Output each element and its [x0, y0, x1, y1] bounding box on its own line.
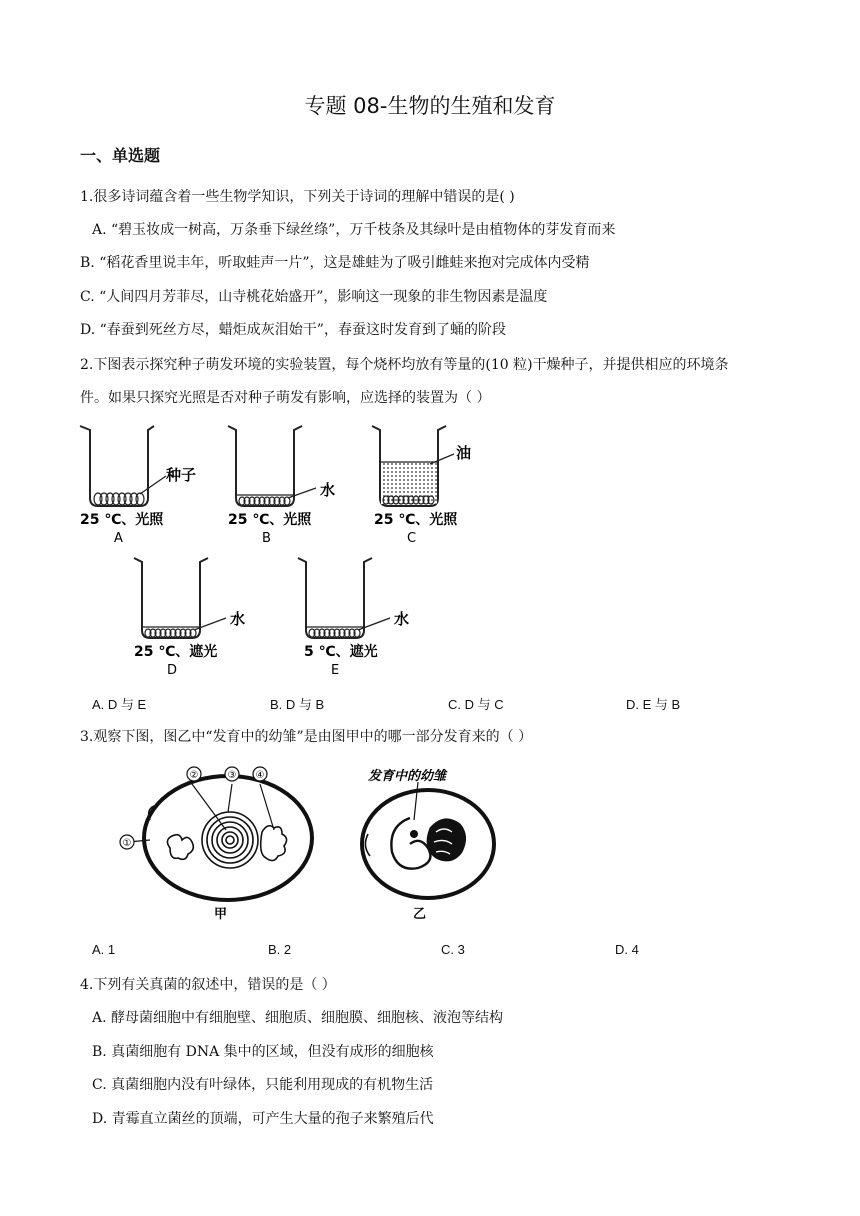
mark-2: ② [189, 770, 199, 781]
seeds-b [239, 497, 290, 505]
beaker-d [134, 558, 245, 678]
question-2-stem-line-2: 件。如果只探究光照是否对种子萌发有影响，应选择的装置为（ ） [80, 390, 491, 406]
beaker-d-note: 水 [230, 610, 246, 628]
beaker-e-label: E [331, 663, 340, 678]
section-heading: 一、单选题 [80, 146, 161, 165]
question-1-option-d: D. “春蚕到死丝方尽，蜡炬成灰泪始干”，春蚕这时发育到了蛹的阶段 [80, 322, 506, 338]
beaker-c [372, 426, 471, 546]
beaker-e [298, 558, 409, 678]
question-4-option-c: C. 真菌细胞内没有叶绿体，只能利用现成的有机物生活 [92, 1077, 434, 1093]
beaker-e-condition: 5 ℃、遮光 [304, 644, 378, 660]
egg-yi [362, 768, 494, 922]
beaker-a-note: 种子 [166, 466, 197, 484]
question-2-option-d: D. E 与 B [626, 697, 681, 712]
question-4-option-d: D. 青霉直立菌丝的顶端，可产生大量的孢子来繁殖后代 [92, 1111, 434, 1127]
question-3-option-c: C. 3 [441, 942, 465, 957]
mark-1: ① [122, 838, 132, 849]
question-3-option-a: A. 1 [92, 942, 116, 957]
question-1-stem: 1.很多诗词蕴含着一些生物学知识，下列关于诗词的理解中错误的是( ) [80, 189, 515, 205]
seeds-e [309, 629, 360, 637]
egg-structure-figure [110, 760, 510, 926]
beaker-b-condition: 25 ℃、光照 [228, 512, 312, 528]
yi-chick-label: 发育中的幼雏 [368, 769, 447, 784]
question-3-stem: 3.观察下图，图乙中“发育中的幼雏”是由图甲中的哪一部分发育来的（ ） [80, 729, 533, 745]
question-4-option-b: B. 真菌细胞有 DNA 集中的区域，但没有成形的细胞核 [92, 1044, 434, 1060]
seeds-a [94, 493, 144, 505]
beaker-e-note: 水 [394, 610, 410, 628]
beaker-a-label: A [114, 531, 123, 546]
beaker-a-condition: 25 ℃、光照 [80, 512, 164, 528]
page-title: 专题 08-生物的生殖和发育 [304, 94, 556, 118]
question-2-stem-line-1: 2.下图表示探究种子萌发环境的实验装置，每个烧杯均放有等量的(10 粒)干燥种子，并提供相应的环境条 [80, 357, 729, 373]
question-1-option-a: A. “碧玉妆成一树高，万条垂下绿丝绦”，万千枝条及其绿叶是由植物体的芽发育而来 [92, 222, 616, 238]
beaker-d-condition: 25 ℃、遮光 [134, 644, 218, 660]
beaker-experiment-figure [70, 418, 490, 680]
seeds-d [145, 629, 196, 637]
question-4-stem: 4.下列有关真菌的叙述中，错误的是（ ） [80, 977, 336, 993]
beaker-b [228, 426, 335, 546]
beaker-c-label: C [407, 531, 417, 546]
egg-jia-caption: 甲 [214, 907, 228, 922]
mark-4: ④ [255, 770, 265, 781]
question-3-option-b: B. 2 [268, 942, 292, 957]
question-2-option-b: B. D 与 B [270, 697, 325, 712]
beaker-d-label: D [167, 663, 178, 678]
egg-jia [120, 767, 312, 922]
question-4-option-a: A. 酵母菌细胞中有细胞壁、细胞质、细胞膜、细胞核、液泡等结构 [92, 1010, 504, 1026]
question-1-option-c: C. “人间四月芳菲尽，山寺桃花始盛开”，影响这一现象的非生物因素是温度 [80, 289, 548, 305]
mark-3: ③ [227, 770, 237, 781]
beaker-c-condition: 25 ℃、光照 [374, 512, 458, 528]
beaker-a [80, 426, 196, 546]
beaker-c-note: 油 [456, 444, 472, 462]
question-1-option-b: B. “稻花香里说丰年，听取蛙声一片”，这是雄蛙为了吸引雌蛙来抱对完成体内受精 [80, 255, 590, 271]
beaker-b-label: B [262, 531, 271, 546]
yolk-rings [202, 812, 258, 868]
question-2-option-a: A. D 与 E [92, 697, 147, 712]
question-3-option-d: D. 4 [615, 942, 639, 957]
question-2-option-c: C. D 与 C [448, 697, 504, 712]
beaker-b-note: 水 [320, 481, 336, 499]
egg-yi-caption: 乙 [413, 907, 427, 922]
